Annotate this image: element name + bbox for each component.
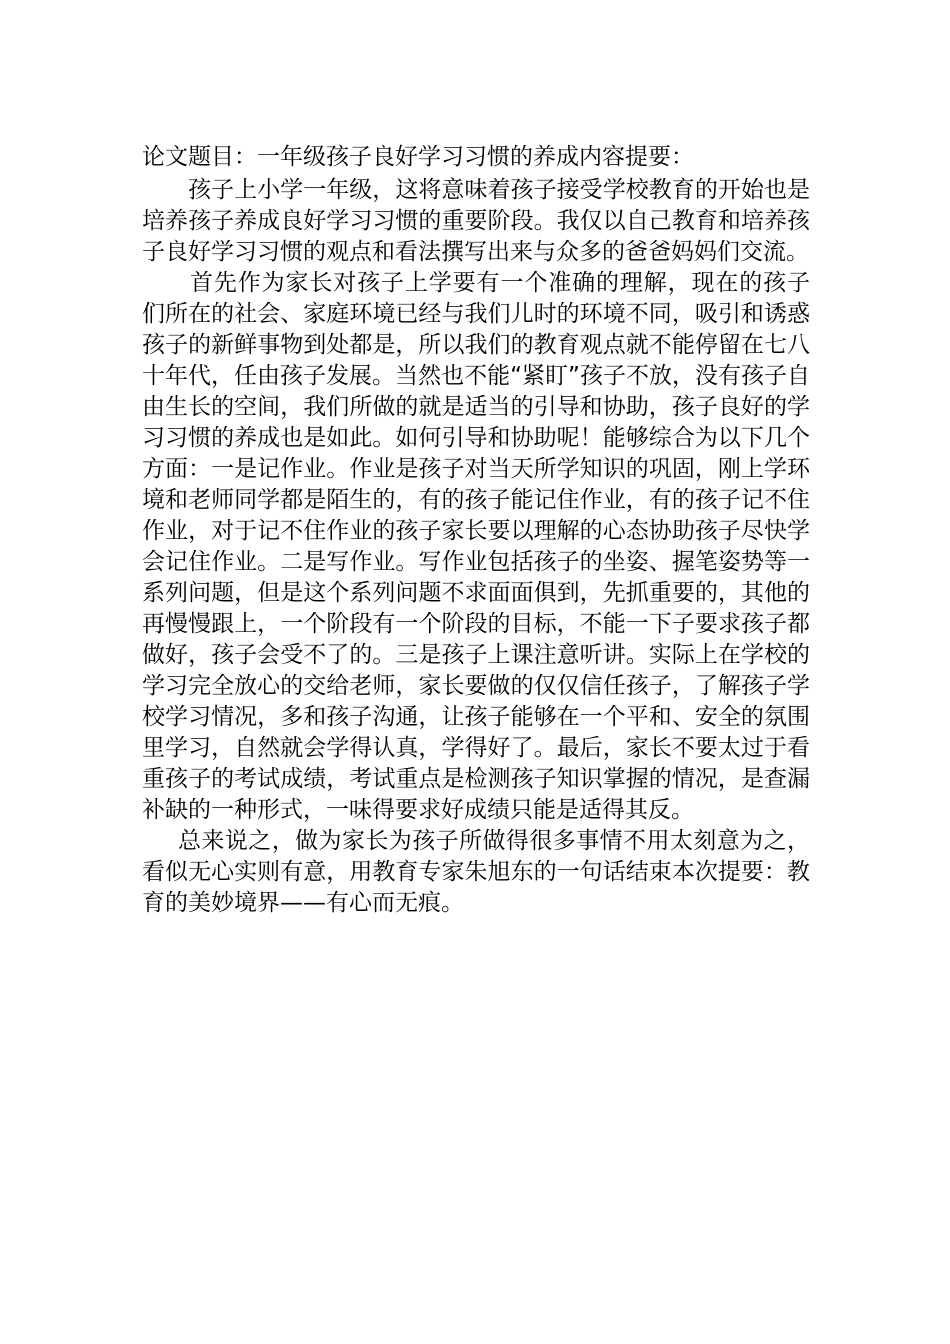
paragraph-intro: 孩子上小学一年级，这将意味着孩子接受学校教育的开始也是培养孩子养成良好学习习惯的重要阶段。我仅以自己教育和培养孩子良好学习习惯的观点和看法撰写出来与众多的爸爸妈妈们交流。 — [142, 177, 810, 265]
paragraph-conclusion: 总来说之，做为家长为孩子所做得很多事情不用太刻意为之，看似无心实则有意，用教育专家朱旭东的一句话结束本次提要：教育的美妙境界——有心而无痕。 — [142, 828, 810, 916]
paragraph-body: 首先作为家长对孩子上学要有一个准确的理解，现在的孩子们所在的社会、家庭环境已经与我们儿时的环境不同，吸引和诱惑孩子的新鲜事物到处都是，所以我们的教育观点就不能停留在七八十年代，任由孩子发展。当然也不能“紧盯”孩子不放，没有孩子自由生长的空间，我们所做的就是适当的引导和协助，孩子良好的学习习惯的养成也是如此。如何引导和协助呢！能够综合为以下几个方面：一是记作业。作业是孩子对当天所学知识的巩固，刚上学环境和老师同学都是陌生的，有的孩子能记住作业，有的孩子记不住作业，对于记不住作业的孩子家长要以理解的心态协助孩子尽快学会记住作业。二是写作业。写作业包括孩子的坐姿、握笔姿势等一系列问题，但是这个系列问题不求面面俱到，先抓重要的，其他的再慢慢跟上，一个阶段有一个阶段的目标，不能一下子要求孩子都做好，孩子会受不了的。三是孩子上课注意听讲。实际上在学校的学习完全放心的交给老师，家长要做的仅仅信任孩子，了解孩子学校学习情况，多和孩子沟通，让孩子能够在一个平和、安全的氛围里学习，自然就会学得认真，学得好了。最后，家长不要太过于看重孩子的考试成绩，考试重点是检测孩子知识掌握的情况，是查漏补缺的一种形式，一味得要求好成绩只能是适得其反。 — [142, 270, 810, 823]
document-page — [142, 142, 810, 919]
document-title: 论文题目：一年级孩子良好学习习惯的养成内容提要： — [142, 144, 694, 170]
